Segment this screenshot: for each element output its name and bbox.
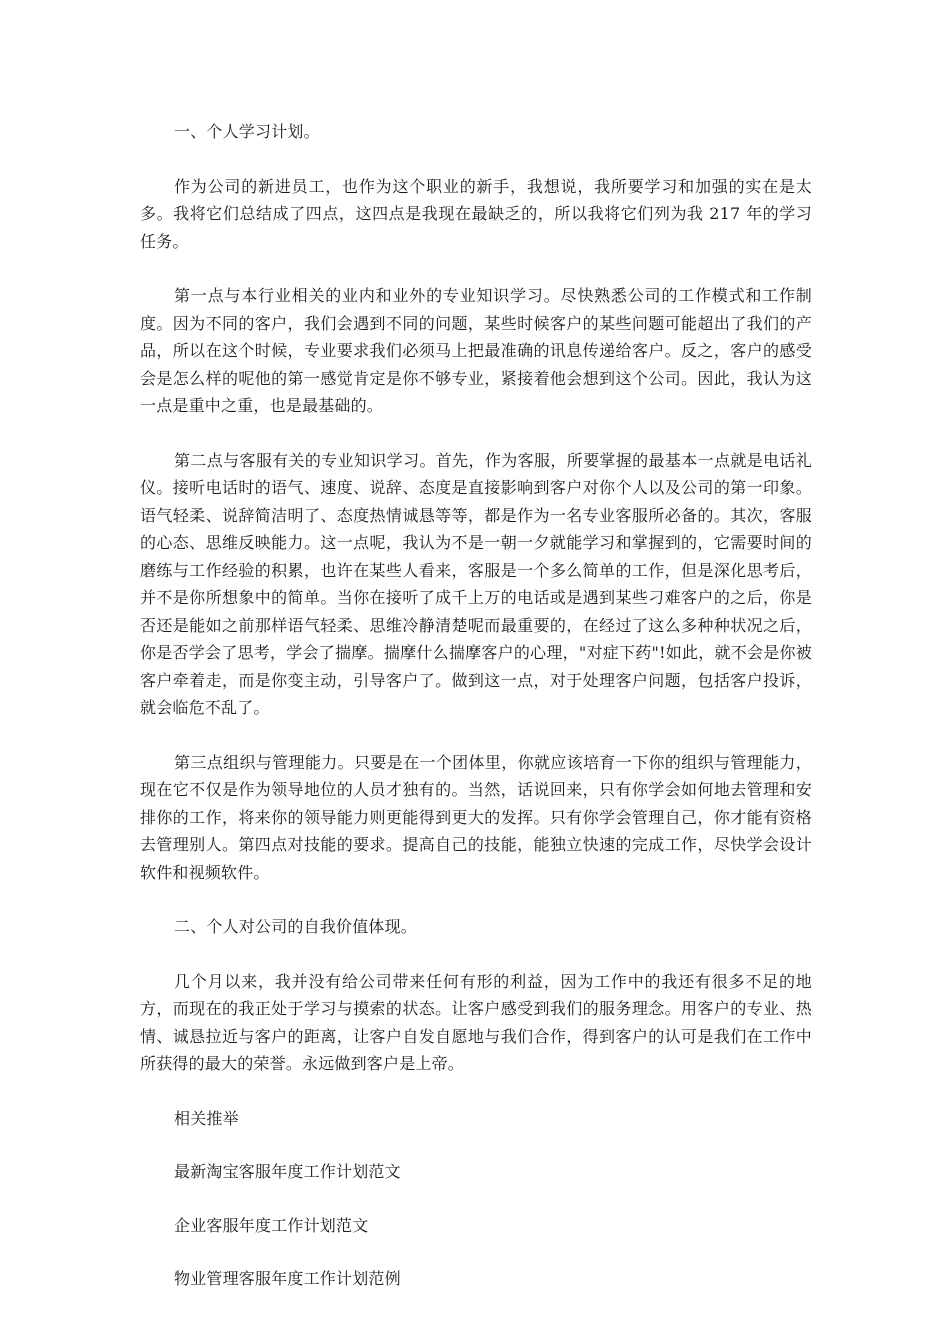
related-link-1[interactable] <box>140 1158 812 1186</box>
paragraph-2: 第一点与本行业相关的业内和业外的专业知识学习。尽快熟悉公司的工作模式和工作制度。因为不同的客户，我们会遇到不同的问题，某些时候客户的某些问题可能超出了我们的产品，所以在这个时候，专业要求我们必须马上把最准确的讯息传递给客户。反之，客户的感受会是怎么样的呢他的第一感觉肯定是你不够专业，紧接着他会想到这个公司。因此，我认为这一点是重中之重，也是最基础的。 <box>140 286 812 415</box>
document-page <box>140 118 812 1293</box>
section2-heading: 二、个人对公司的自我价值体现。 <box>174 917 418 936</box>
paragraph-5: 几个月以来，我并没有给公司带来任何有形的利益，因为工作中的我还有很多不足的地方，而现在的我正处于学习与摸索的状态。让客户感受到我们的服务理念。用客户的专业、热情、诚恳拉近与客户的距离，让客户自发自愿地与我们合作，得到客户的认可是我们在工作中所获得的最大的荣誉。永远做到客户是上帝。 <box>140 971 812 1073</box>
related-heading: 相关推举 <box>174 1108 239 1128</box>
paragraph-4: 第三点组织与管理能力。只要是在一个团体里，你就应该培育一下你的组织与管理能力，现在它不仅是作为领导地位的人员才独有的。当然，话说回来，只有你学会如何地去管理和安排你的工作，将来你的领导能力则更能得到更大的发挥。只有你学会管理自己，你才能有资格去管理别人。第四点对技能的要求。提高自己的技能，能独立快速的完成工作，尽快学会设计软件和视频软件。 <box>140 752 812 882</box>
related-link-1-anchor[interactable]: 最新淘宝客服年度工作计划范文 <box>174 1162 401 1181</box>
related-link-2-anchor[interactable]: 企业客服年度工作计划范文 <box>174 1215 369 1235</box>
related-link-2[interactable] <box>140 1212 812 1240</box>
paragraph-1: 作为公司的新进员工，也作为这个职业的新手，我想说，我所要学习和加强的实在是太多。我将它们总结成了四点，这四点是我现在最缺乏的，所以我将它们列为我 217 年的学习任务。 <box>140 176 812 251</box>
related-link-3[interactable] <box>140 1265 812 1293</box>
related-link-3-anchor[interactable]: 物业管理客服年度工作计划范例 <box>174 1269 401 1288</box>
paragraph-3: 第二点与客服有关的专业知识学习。首先，作为客服，所要掌握的最基本一点就是电话礼仪。接听电话时的语气、速度、说辞、态度是直接影响到客户对你个人以及公司的第一印象。语气轻柔、说辞简洁明了、态度热情诚恳等等，都是作为一名专业客服所必备的。其次，客服的心态、思维反映能力。这一点呢，我认为不是一朝一夕就能学习和掌握到的，它需要时间的磨练与工作经验的积累，也许在某些人看来，客服是一个多么简单的工作，但是深化思考后，并不是你所想象中的简单。当你在接听了成千上万的电话或是遇到某些刁难客户的之后，你是否还是能如之前那样语气轻柔、思维冷静清楚呢而最重要的，在经过了这么多种种状况之后，你是否学会了思考，学会了揣摩。揣摩什么揣摩客户的心理，"对症下药"!如此，就不会是你被客户牵着走，而是你变主动，引导客户了。做到这一点，对于处理客户问题，包括客户投诉，就会临危不乱了。 <box>140 450 812 717</box>
section1-heading: 一、个人学习计划。 <box>174 122 320 141</box>
